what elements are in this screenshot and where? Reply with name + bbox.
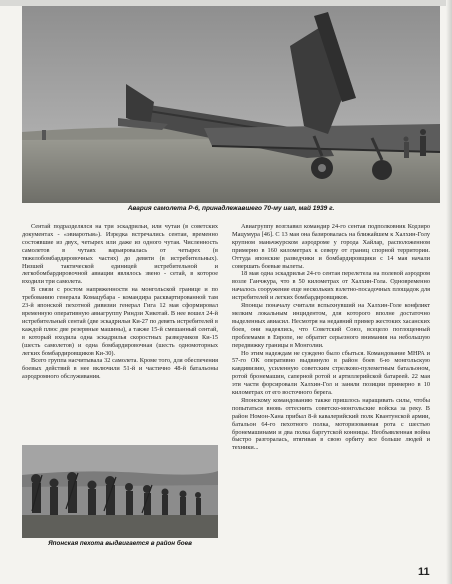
paragraph: Но этим надеждам не суждено было сбыться. Командование МНРА и 57-го ОК оперативно выдвинуло в район боев 6-ю монгольскую кавдивизию, усиленную советским стрелково-пулеметным батальоном, ротой бронемашин, саперной ротой и артиллерийской батареей. 22 мая эти части форсировали Халхин-Гол и заняли позиции примерно в 10 километрах от его восточного берега. <box>232 349 430 397</box>
left-text-column <box>22 223 218 381</box>
paragraph: 18 мая одна эскадрилья 24-го сентая перелетела на полевой аэродром возле Ганчжура, что в 50 километрах от Халхин-Гола. Одновременно началось сооружение еще нескольких взлетно-посадочных площадок для истребителей и легких бомбардировщиков. <box>232 270 430 302</box>
crashed-aircraft-photo <box>22 6 440 203</box>
page-edge-shadow <box>446 0 452 584</box>
crashed-aircraft-illustration <box>22 6 440 203</box>
page-number: 11 <box>418 566 430 578</box>
top-photo-caption: Авария самолета Р-6, принадлежавшего 70-му иап, май 1939 г. <box>127 205 335 212</box>
bottom-photo-caption: Японская пехота выдвигается в район боев <box>48 540 192 547</box>
paragraph: Всего группа насчитывала 32 самолета. Кроме того, для обеспечения боевых действий в нее включили 51-й и частично 48-й батальоны аэродромного обслуживания. <box>22 357 218 381</box>
infantry-illustration <box>22 445 218 538</box>
right-text-column <box>232 223 430 452</box>
paragraph: Японцы поначалу считали вспыхнувший на Халхин-Голе конфликт мелким локальным инцидентом, для которого вполне достаточно выделенных авиасил. Несмотря на недавний пример жестоких хасанских боев, они надеялись, что Советский Союз, всецело поглощенный проблемами в Европе, не обратит серьезного внимания на небольшую передвижку границы в Монголии. <box>232 302 430 349</box>
infantry-march-photo <box>22 445 218 538</box>
paragraph: Авиагруппу возглавил командир 24-го сентая подполковник Кодзиро Мацумура [46]. С 13 мая она базировалась на ближайшем к Халхин-Голу крупном маньчжурском аэродроме у города Хайлар, расположенном примерно в 160 километрах к северу от границ спорной территории. Оттуда японские разведчики и бомбардировщики с 14 мая начали совершать боевые вылеты. <box>232 223 430 270</box>
paragraph: Японскому командованию также пришлось наращивать силы, чтобы попытаться вновь оттеснить советско-монгольские войска за реку. В район Номон-Хана прибыл 8-й кавалерийский полк Квантунской армии, батальон 64-го пехотного полка, моторизованная рота с шестью бронемашинами и два полка баргутской конницы. Необъявленная война быстро разгоралась, втягивая в свою орбиту все больше людей и техники... <box>232 396 430 452</box>
paragraph: В связи с ростом напряженности на монгольской границе и по требованию генерала Комацубара - командира расквартированной там 23-й японской пехотной дивизии генерал Гига 12 мая сформировал временную оперативную авиагруппу Риндзи Хикотай. В нее вошел 24-й истребительный сентай (две эскадрильи Ки-27 по девять истребителей в каждой плюс две резервные машины), а также 15-й смешанный сентай, в который входила одна эскадрилья скоростных разведчиков Ки-15 (шесть самолетов) и одна бомбардировочная (шесть одномоторных легких бомбардировщиков Ки-30). <box>22 286 218 357</box>
paragraph: Сентай подразделялся на три эскадрильи, или чутаи (в советских документах - «эвиаротыя»). Изредка встречались сентаи, временно состоявшие из двух, четырех или даже из одного чутая. Численность самолетов в чутаях варьировалась от четырех (в тяжелобомбардировочных частях) до девяти (в истребительных). Низшей тактической единицей истребительной и легкобомбардировочной авиации являлось звено - сетай, в которое входили три самолета. <box>22 223 218 286</box>
